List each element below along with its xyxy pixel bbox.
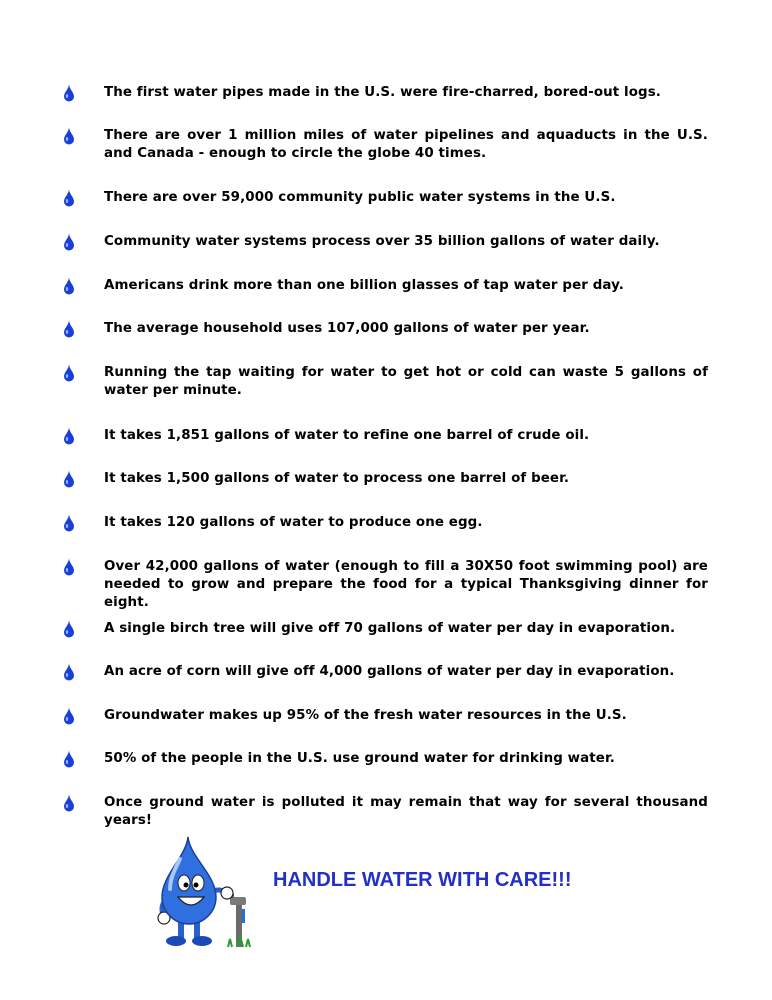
water-drop-icon [63,663,75,681]
water-drop-icon [63,364,75,382]
water-drop-icon [63,470,75,488]
water-drop-icon [63,277,75,295]
fact-text: It takes 1,500 gallons of water to process one barrel of beer. [104,471,570,486]
water-drop-icon [63,189,75,207]
fact-text: It takes 120 gallons of water to produce one egg. [104,515,483,530]
water-drop-icon [63,794,75,812]
care-slogan: HANDLE WATER WITH CARE!!! [273,869,572,891]
fact-text: Over 42,000 gallons of water (enough to fill a 30X50 foot swimming pool) are needed to grow and prepare the food for a typical Thanksgiving dinner for eight. [104,559,708,610]
fact-text: The first water pipes made in the U.S. were fire-charred, bored-out logs. [104,85,661,100]
water-drop-icon [63,427,75,445]
water-drop-icon [63,233,75,251]
fact-text: Americans drink more than one billion glasses of tap water per day. [104,278,624,293]
fact-text: There are over 59,000 community public water systems in the U.S. [104,190,616,205]
water-drop-icon [63,127,75,145]
fact-text: Running the tap waiting for water to get hot or cold can waste 5 gallons of water per minute. [104,365,708,398]
fact-text: An acre of corn will give off 4,000 gallons of water per day in evaporation. [104,664,675,679]
fact-text: There are over 1 million miles of water pipelines and aquaducts in the U.S. and Canada - enough to circle the globe 40 times. [104,128,708,161]
water-drop-icon [63,558,75,576]
water-drop-icon [63,514,75,532]
water-drop-icon [63,84,75,102]
fact-text: A single birch tree will give off 70 gallons of water per day in evaporation. [104,621,676,636]
water-drop-icon [63,707,75,725]
fact-text: Once ground water is polluted it may remain that way for several thousand years! [104,795,708,828]
water-drop-icon [63,620,75,638]
fact-text: It takes 1,851 gallons of water to refine one barrel of crude oil. [104,428,590,443]
fact-text: The average household uses 107,000 gallons of water per year. [104,321,590,336]
fact-text: Community water systems process over 35 billion gallons of water daily. [104,234,660,249]
water-drop-icon [63,750,75,768]
water-drop-icon [63,320,75,338]
fact-text: Groundwater makes up 95% of the fresh water resources in the U.S. [104,708,627,723]
fact-text: 50% of the people in the U.S. use ground water for drinking water. [104,751,615,766]
water-drop-mascot-icon [150,835,262,953]
